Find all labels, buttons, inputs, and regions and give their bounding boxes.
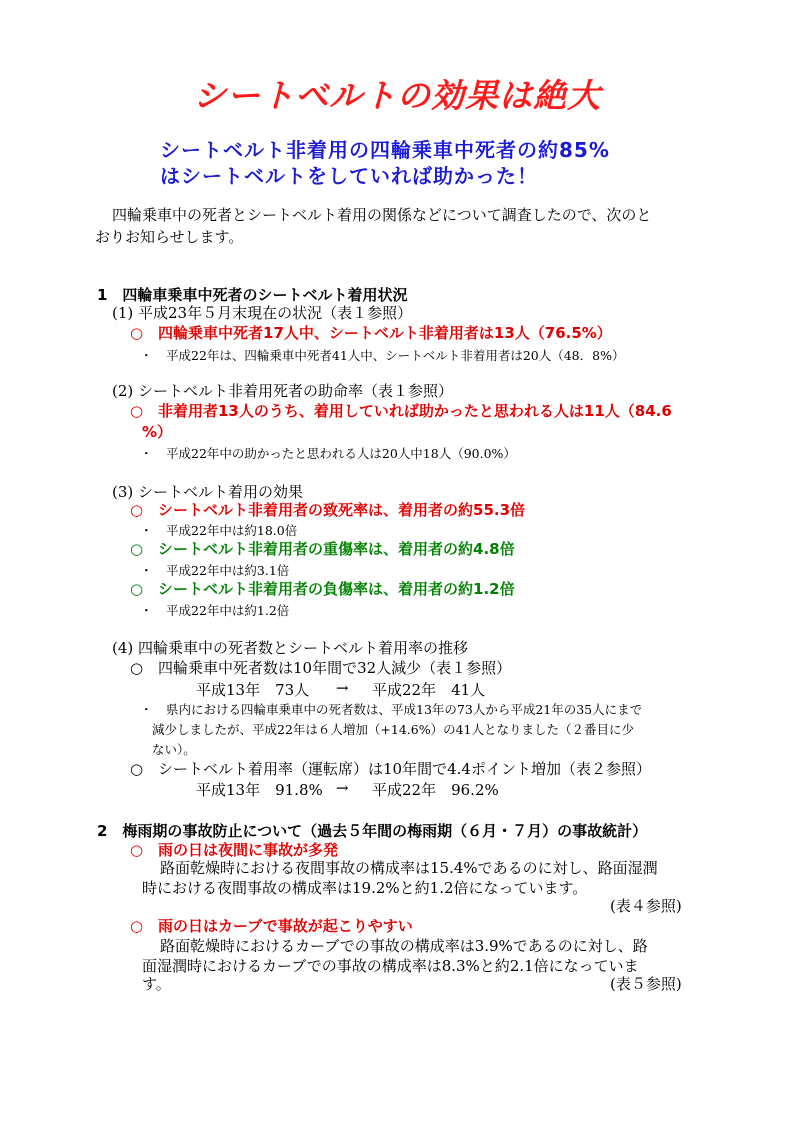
item-4-heading: (4) 四輪乗車中の死者数とシートベルト着用率の推移 [112, 639, 469, 657]
deaths-note-line-2: 減少しましたが、平成22年は６人増加（+14.6%）の41人となりました（２番目に少 [152, 722, 634, 737]
rain-night-body-line-1: 路面乾燥時における夜間事故の構成率は15.4%であるのに対し、路面湿潤 [160, 859, 658, 877]
item-1-heading: (1) 平成23年５月末現在の状況（表１参照） [112, 304, 413, 322]
effect-injury-note [140, 601, 289, 619]
circle-marker-icon: ○ [130, 324, 144, 342]
item-1-note [140, 346, 624, 364]
item-2-note [140, 444, 516, 462]
usage-to: 平成22年 96.2% [372, 781, 499, 799]
effect-serious-injury-note-text: 平成22年中は約3.1倍 [166, 563, 290, 578]
rain-curve-body-line-3: す。 [142, 975, 171, 993]
usage-trend [130, 758, 651, 779]
item-1-highlight [130, 322, 612, 343]
rain-curve-body-line-2: 面湿潤時におけるカーブでの事故の構成率は8.3%と約2.1倍になっていま [142, 957, 639, 975]
effect-serious-injury-note [140, 561, 289, 579]
item-2-highlight-line-1: 非着用者13人のうち、着用していれば助かったと思われる人は11人（84.6 [158, 402, 672, 420]
usage-from: 平成13年 91.8% [196, 781, 323, 799]
deaths-from: 平成13年 73人 [196, 681, 310, 699]
deaths-note-line-1-text: 県内における四輪車乗車中の死者数は、平成13年の73人から平成21年の35人にまで [166, 702, 643, 717]
intro-line-1: 四輪乗車中の死者とシートベルト着用の関係などについて調査したので、次のと [112, 206, 652, 224]
item-1-highlight-text: 四輪乗車中死者17人中、シートベルト非着用者は13人（76.5%） [158, 324, 612, 342]
bullet-icon: ・ [140, 702, 153, 717]
effect-serious-injury [130, 538, 515, 559]
rain-curve-highlight-text: 雨の日はカーブで事故が起こりやすい [158, 917, 413, 935]
item-1-note-text: 平成22年は、四輪乗車中死者41人中、シートベルト非着用者は20人（48．8%） [166, 348, 625, 363]
item-2-note-text: 平成22年中の助かったと思われる人は20人中18人（90.0%） [166, 446, 516, 461]
item-2-highlight [130, 400, 672, 421]
subtitle-line-2: はシートベルトをしていれば助かった！ [160, 164, 538, 188]
circle-marker-icon: ○ [130, 760, 144, 778]
deaths-to: 平成22年 41人 [372, 681, 486, 699]
circle-marker-icon: ○ [130, 540, 144, 558]
section-2-heading: 2 梅雨期の事故防止について（過去５年間の梅雨期（６月・７月）の事故統計） [97, 822, 648, 840]
page-title: シートベルトの効果は絶大 [193, 76, 601, 115]
deaths-trend [130, 657, 511, 678]
bullet-icon: ・ [140, 563, 153, 578]
deaths-note-line-1 [140, 700, 642, 718]
circle-marker-icon: ○ [130, 841, 144, 859]
bullet-icon: ・ [140, 523, 153, 538]
effect-fatality [130, 499, 525, 520]
circle-marker-icon: ○ [130, 580, 144, 598]
arrow-right-icon: → [336, 779, 349, 797]
deaths-note-line-3: ない）。 [152, 742, 196, 757]
effect-fatality-note [140, 521, 297, 539]
item-2-highlight-line-2: %） [142, 423, 173, 441]
circle-marker-icon: ○ [130, 501, 144, 519]
deaths-trend-text: 四輪乗車中死者数は10年間で32人減少（表１参照） [158, 659, 512, 677]
bullet-icon: ・ [140, 348, 153, 363]
circle-marker-icon: ○ [130, 917, 144, 935]
rain-night-ref: (表４参照) [610, 897, 682, 915]
rain-curve-ref: (表５参照) [610, 975, 682, 993]
rain-curve-body-line-1: 路面乾燥時におけるカーブでの事故の構成率は3.9%であるのに対し、路 [160, 937, 648, 955]
rain-night-highlight-text: 雨の日は夜間に事故が多発 [158, 841, 339, 859]
circle-marker-icon: ○ [130, 659, 144, 677]
rain-night-body-line-2: 時における夜間事故の構成率は19.2%と約1.2倍になっています。 [142, 879, 588, 897]
rain-curve-highlight [130, 915, 413, 936]
usage-trend-text: シートベルト着用率（運転席）は10年間で4.4ポイント増加（表２参照） [158, 760, 651, 778]
effect-injury-text: シートベルト非着用者の負傷率は、着用者の約1.2倍 [158, 580, 515, 598]
bullet-icon: ・ [140, 603, 153, 618]
effect-injury-note-text: 平成22年中は約1.2倍 [166, 603, 290, 618]
item-2-heading: (2) シートベルト非着用死者の助命率（表１参照） [112, 382, 454, 400]
item-3-heading: (3) シートベルト着用の効果 [112, 483, 304, 501]
effect-fatality-note-text: 平成22年中は約18.0倍 [166, 523, 298, 538]
arrow-right-icon: → [336, 679, 349, 697]
bullet-icon: ・ [140, 446, 153, 461]
circle-marker-icon: ○ [130, 402, 144, 420]
section-1-heading: 1 四輪車乗車中死者のシートベルト着用状況 [97, 286, 408, 304]
intro-line-2: おりお知らせします。 [95, 228, 244, 246]
effect-serious-injury-text: シートベルト非着用者の重傷率は、着用者の約4.8倍 [158, 540, 515, 558]
effect-fatality-text: シートベルト非着用者の致死率は、着用者の約55.3倍 [158, 501, 526, 519]
subtitle-line-1: シートベルト非着用の四輪乗車中死者の約85% [160, 138, 610, 162]
effect-injury [130, 578, 515, 599]
